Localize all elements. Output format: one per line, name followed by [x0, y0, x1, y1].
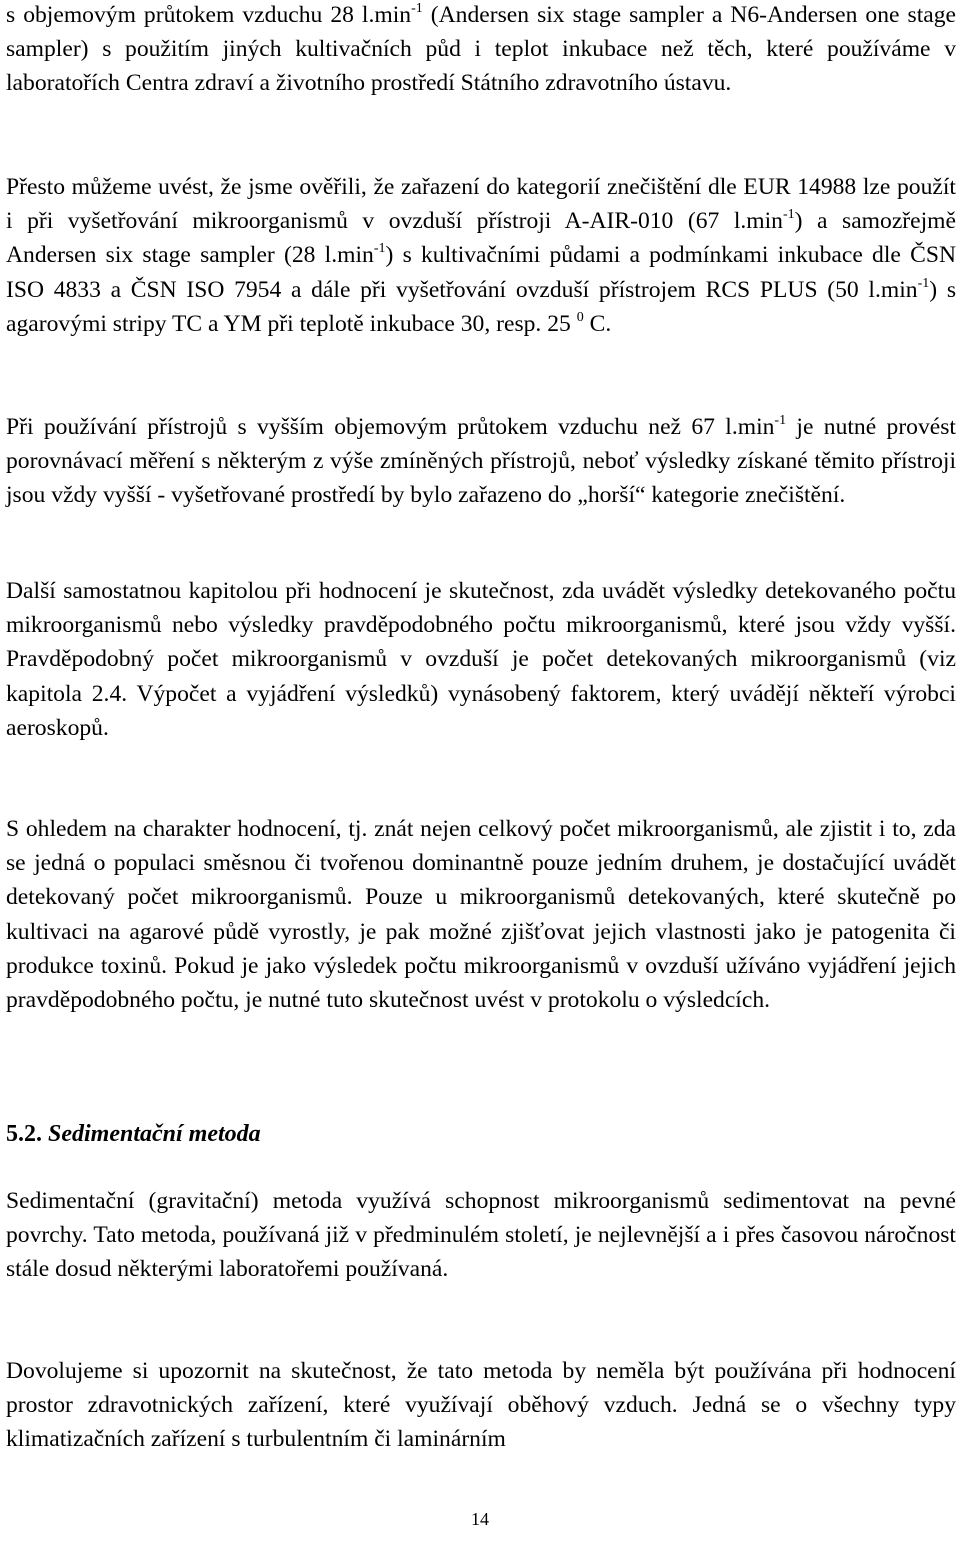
- text-run: ) a samozřejmě Andersen six stage sampler (28 l.min: [6, 208, 956, 269]
- text-run: s objemovým průtokem vzduchu 28 l.min: [6, 2, 412, 28]
- paragraph-sedimentation-method: Sedimentační (gravitační) metoda využívá schopnost mikroorganismů sedimentovat na pevné povrchy. Tato metoda, používaná již v předminulém století, je nejlevnější a i přes časovou náročnost stále dosud některými laboratořemi používaná.: [6, 1188, 956, 1283]
- superscript: -1: [411, 1, 423, 16]
- paragraph-category-verification: [6, 170, 956, 341]
- paragraph-probable-count: Další samostatnou kapitolou při hodnocení je skutečnost, zda uvádět výsledky detekovaného počtu mikroorganismů nebo výsledky pravděpodobného počtu mikroorganismů, které jsou vždy vyšší. Pravděpodobný počet mikroorganismů v ovzduší je počet detekovaných mikroorganismů (viz kapitola 2.4. Výpočet a vyjádření výsledků) vynásobený faktorem, který uvádějí někteří výrobci aeroskopů.: [6, 578, 956, 741]
- text-run: ) s agarovými stripy TC a YM při teplotě inkubace 30, resp. 25: [6, 276, 957, 337]
- text-run: je nutné provést porovnávací měření s některým z výše zmíněných přístrojů, neboť výsledky získané těmito přístroji jsou vždy vyšší - vyšetřované prostředí by bylo zařazeno do „horší“ kategorie znečištění.: [6, 414, 956, 509]
- paragraph-warning: Dovolujeme si upozornit na skutečnost, že tato metoda by neměla být používána při hodnocení prostor zdravotnických zařízení, které využívají oběhový vzduch. Jedná se o všechny typy klimatizačních zařízení s turbulentním či laminárním: [6, 1358, 956, 1453]
- section-title: Sedimentační metoda: [48, 1121, 261, 1147]
- section-heading: [6, 1117, 261, 1151]
- text-run: (Andersen six stage sampler a N6-Andersen one stage sampler) s použitím jiných kultivačních půd i teplot inkubace než těch, které používáme v laboratořích Centra zdraví a životního prostředí Státního zdravotního ústavu.: [6, 2, 956, 97]
- paragraph-higher-flow-devices: [6, 410, 956, 513]
- superscript: -1: [373, 241, 386, 257]
- superscript: -1: [917, 275, 930, 291]
- superscript: -1: [774, 413, 787, 428]
- page-number: 14: [471, 1509, 489, 1529]
- text-run: C.: [583, 310, 612, 337]
- superscript: -1: [782, 207, 795, 223]
- section-number: 5.2.: [6, 1121, 42, 1147]
- paragraph-evaluation-character: S ohledem na charakter hodnocení, tj. znát nejen celkový počet mikroorganismů, ale zjistit i to, zda se jedná o populaci směsnou či tvořenou dominantně pouze jedním druhem, je dostačující uvádět detekovaný počet mikroorganismů. Pouze u mikroorganismů detekovaných, které skutečně po kultivaci na agarové půdě vyrostly, je pak možné zjišťovat jejich vlastnosti jako je patogenita či produkce toxinů. Pokud je jako výsledek počtu mikroorganismů v ovzduší užíváno vyjádření jejich pravděpodobného počtu, je nutné tuto skutečnost uvést v protokolu o výsledcích.: [6, 816, 956, 1014]
- text-run: Při používání přístrojů s vyšším objemovým průtokem vzduchu než 67 l.min: [6, 414, 775, 440]
- text-run: ) s kultivačními půdami a podmínkami inkubace dle ČSN ISO 4833 a ČSN ISO 7954 a dále při vyšetřování ovzduší přístrojem RCS PLUS (50 l.min: [6, 242, 956, 303]
- text-run: Přesto můžeme uvést, že jsme ověřili, že zařazení do kategorií znečištění dle EUR 14988 lze použít i při vyšetřování mikroorganismů v ovzduší přístroji A-AIR-010 (67 l.min: [6, 174, 956, 235]
- superscript: 0: [576, 309, 584, 325]
- paragraph-sampler-conditions: [6, 0, 956, 101]
